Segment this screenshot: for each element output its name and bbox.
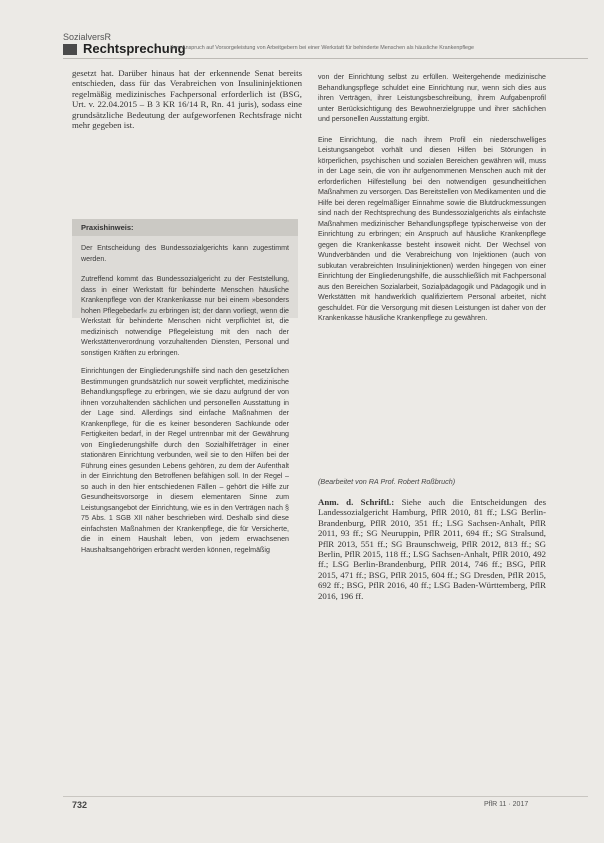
footer-journal-issue: PflR 11 · 2017 xyxy=(484,801,529,808)
practice-note-statement: Der Entscheidung des Bundessozialgerichts kann zugestimmt werden. xyxy=(81,244,289,263)
right-paragraph-2: Eine Einrichtung, die nach ihrem Profil ein niederschwelliges Leistungsangebot vorhält und diesen Hilfen bei Störungen in körperlichen, psychischen und sozialen Bereichen gewähren will, muss in der Lage sein, die von ihr aufgenommenen Menschen auch mit der erforderlichen Hilfestellung bei den notwendigen gesundheitlichen Maßnahmen zu versorgen. Das Bereitstellen von Medikamenten und die Hilfe bei deren regelmäßiger Einnahme sowie die Blutdruckmessungen sind nach der Rechtsprechung des Bundessozialgerichts als einfachste Maßnahmen medizinischer Behandlungspflege typischerweise von der Einrichtung zu erbringen; ein Anspruch auf häusliche Krankenpflege gegen die Krankenkasse besteht insoweit nicht. Der Wechsel von Wundverbänden und die Verabreichung von Injektionen (auch von subkutan verabreichten Insulininjektionen) werden hingegen von einer Einrichtung der Eingliederungshilfe, die ausschließlich mit Fachpersonal aus den Bereichen Sozialarbeit, Sozialpädagogik und Pädagogik und in Werkstätten mit handwerklich qualifiziertem Personal arbeitet, nicht geschuldet. Für die Versorgung mit diesen Leistungen ist daher von der Krankenkasse häusliche Krankenpflege zu gewähren. xyxy=(318,135,546,322)
header-rule xyxy=(63,58,588,59)
practice-note-header xyxy=(72,219,298,236)
right-column xyxy=(318,72,546,324)
practice-note-box xyxy=(72,219,298,357)
left-body xyxy=(81,366,289,555)
left-column xyxy=(72,68,302,130)
section-title: Rechtsprechung xyxy=(83,41,186,56)
practice-note-title: Praxishinweis: xyxy=(81,223,134,232)
left-paragraph-2: Einrichtungen der Eingliederungshilfe sind nach den gesetzlichen Bestimmungen grundsätzlich nur soweit verpflichtet, medizinische Behandlungspflege zu erbringen, wie sie dazu aufgrund der von ihnen vorzuhaltenden sächlichen und personellen Ausstattung in der Lage sind. Allerdings sind einfache Maßnahmen der Krankenpflege, für die es keiner besonderen Sachkunde oder Fertigkeiten bedarf, in der Regel untrennbar mit der Gewährung von Eingliederungshilfe durch den Sozialhilfeträger in einer stationären Einrichtung verbunden, weil sie to den Hilfen bei der Führung eines gesunden Lebens gehören, zu dem der Aufenthalt in der Einrichtung den Betroffenen befähigen soll. In der Regel – so auch in den hier entschiedenen Fällen – gehört die Hilfe zur Gesundheitsvorsorge in diesem elementaren Sinne zum Leistungsangebot der Einrichtung, wie es in den Verträgen nach § 75 Abs. 1 SGB XII näher beschrieben wird. Deshalb sind diese einfachsten Maßnahmen der Krankenpflege, die für Versicherte, die in einem Haushalt leben, von jedem erwachsenen Haushaltsangehörigen erbracht werden können, regelmäßig xyxy=(81,367,289,554)
author-signature-line: (Bearbeitet von RA Prof. Robert Roßbruch) xyxy=(318,477,456,486)
section-marker-bar xyxy=(63,44,77,55)
practice-note-body xyxy=(81,243,289,358)
journal-label: SozialversR xyxy=(63,32,112,42)
footer-rule xyxy=(63,796,588,797)
editor-note-text: Siehe auch die Entscheidungen des Landessozialgericht Hamburg, PflR 2010, 81 ff.; LSG Berlin-Brandenburg, PflR 2010, 351 ff.; LSG Sachsen-Anhalt, PflR 2011, 93 ff.; SG Neuruppin, PflR 2011, 694 ff.; SG Stralsund, PflR 2013, 551 ff.; SG Braunschweig, PflR 2012, 813 ff.; SG Berlin, PflR 2015, 118 ff.; LSG Sachsen-Anhalt, PflR 2010, 492 ff.; LSG Berlin-Brandenburg, PflR 2014, 746 ff.; BSG, PflR 2015, 471 ff.; BSG, PflR 2015, 604 ff.; SG Dresden, PflR 2015, 692 ff.; BSG, PflR 2016, 40 ff.; LSG Baden-Württemberg, PflR 2016, 196 ff. xyxy=(318,497,547,601)
practice-note-paragraph-1: Zutreffend kommt das Bundessozialgericht zu der Feststellung, dass in einer Werkstatt für behinderte Menschen häusliche Krankenpflege von der Krankenkasse nur bei einem »besonders hohen Pflegebedarf« zu erbringen ist; der dann vorliegt, wenn die Werkstatt für behinderte Menschen nicht verpflichtet ist, die medizinisch notwendige Pflegeleistung mit den nach der Werkstättenverordnung vorzuhaltenden Diensten, Personal und sonstigen Kräften zu erbringen. xyxy=(81,275,289,357)
editor-note xyxy=(318,497,546,601)
intro-paragraph: gesetzt hat. Darüber hinaus hat der erkennende Senat bereits entschieden, dass für das Verabreichen von Insulininjektionen regelmäßig medizinisches Fachpersonal erforderlich ist (BSG, Urt. v. 22.04.2015 – B 3 KR 16/14 R, Rn. 41 juris), sodass eine grundsätzliche Bedeutung der aufgeworfenen Rechtsfrage nicht mehr gegeben ist. xyxy=(72,68,302,131)
right-paragraph-1: von der Einrichtung selbst zu erfüllen. Weitergehende medizinische Behandlungspflege schuldet eine Einrichtung nur, wenn sich dies aus ihren Verträgen, ihrer Leistungsbeschreibung, ihrem Aufgabenprofil unter Berücksichtigung des Bewohnerzielgruppe und ihrer sächlichen und personellen Ausstattung ergibt. xyxy=(318,73,546,123)
page-number: 732 xyxy=(72,800,88,810)
section-subtitle: Zum Anspruch auf Vorsorgeleistung von Arbeitgebern bei einer Werkstatt für behinderte Menschen als häusliche Krankenpflege xyxy=(170,45,475,51)
editor-note-label: Anm. d. Schriftl.: xyxy=(318,497,395,507)
